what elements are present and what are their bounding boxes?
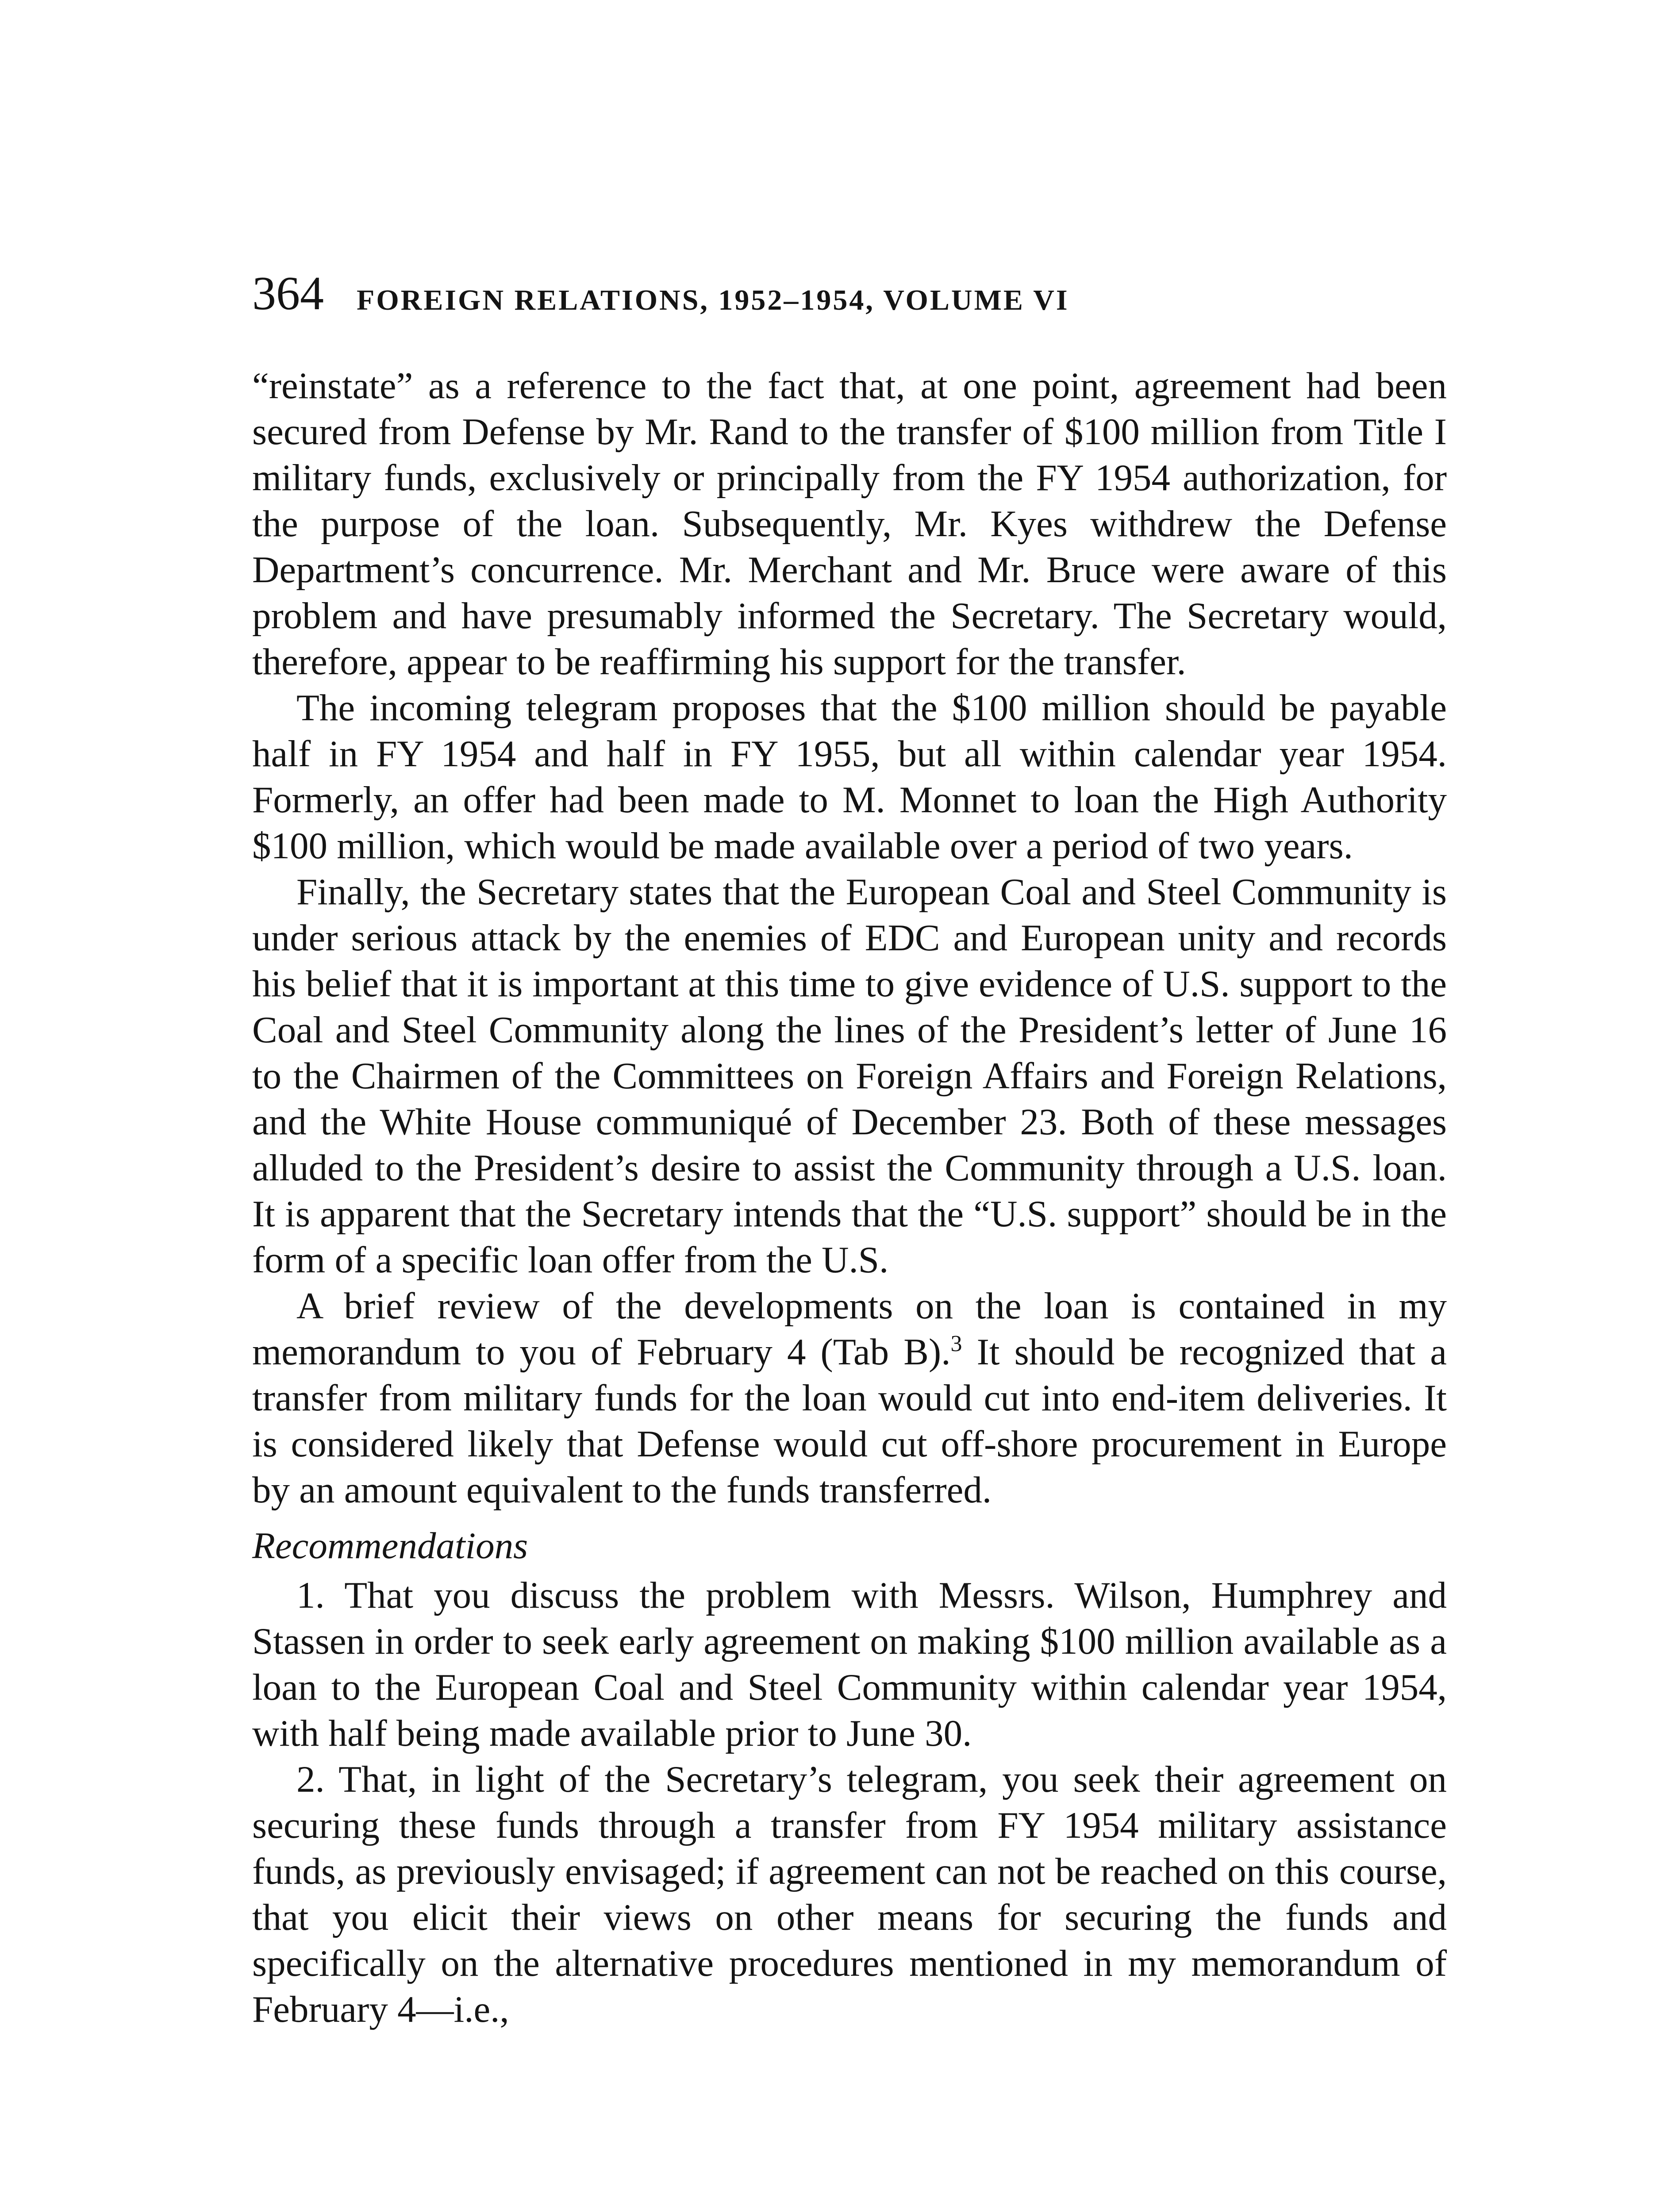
- page-header: [252, 248, 1447, 319]
- footnote-reference: 3: [950, 1331, 962, 1356]
- paragraph-4: [252, 1283, 1447, 1513]
- body-text: [252, 363, 1447, 2032]
- paragraph-4-text-a: A brief review of the developments on the loan is contained in my memorandum to you of February 4 (Tab B).: [252, 1285, 1447, 1373]
- section-heading: Recommendations: [252, 1525, 528, 1567]
- running-head: FOREIGN RELATIONS, 1952–1954, VOLUME VI: [357, 284, 1069, 316]
- page-number: 364: [252, 267, 324, 320]
- paragraph-1: “reinstate” as a reference to the fact that, at one point, agreement had been secured from Defense by Mr. Rand to the transfer of $100 million from Title I military funds, exclusively or principally from the FY 1954 authorization, for the purpose of the loan. Subsequently, Mr. Kyes withdrew the Defense Department’s concurrence. Mr. Merchant and Mr. Bruce were aware of this problem and have presumably informed the Secretary. The Secretary would, therefore, appear to be reaffirming his support for the transfer.: [252, 365, 1447, 683]
- paragraph-2: The incoming telegram proposes that the $100 million should be payable half in FY 1954 and half in FY 1955, but all within calendar year 1954. Formerly, an offer had been made to M. Monnet to loan the High Authority $100 million, which would be made available over a period of two years.: [252, 687, 1447, 867]
- recommendation-1: 1. That you discuss the problem with Messrs. Wilson, Humphrey and Stassen in order to seek early agreement on making $100 million available as a loan to the European Coal and Steel Community within calendar year 1954, with half being made available prior to June 30.: [252, 1575, 1447, 1754]
- paragraph-4-text-b: It should be recognized that a transfer from military funds for the loan would cut into end-item deliveries. It is considered likely that Defense would cut off-shore procurement in Europe by an amount equivalent to the funds transferred.: [252, 1331, 1447, 1511]
- paragraph-3: Finally, the Secretary states that the European Coal and Steel Community is under serious attack by the enemies of EDC and European unity and records his belief that it is important at this time to give evidence of U.S. support to the Coal and Steel Community along the lines of the President’s letter of June 16 to the Chairmen of the Committees on Foreign Affairs and Foreign Relations, and the White House communiqué of December 23. Both of these messages alluded to the President’s desire to assist the Community through a U.S. loan. It is apparent that the Secretary intends that the “U.S. support” should be in the form of a specific loan offer from the U.S.: [252, 871, 1447, 1281]
- recommendation-2: 2. That, in light of the Secretary’s telegram, you seek their agreement on securing these funds through a transfer from FY 1954 military assistance funds, as previously envisaged; if agreement can not be reached on this course, that you elicit their views on other means for securing the funds and specifically on the alternative procedures mentioned in my memorandum of February 4—i.e.,: [252, 1759, 1447, 2030]
